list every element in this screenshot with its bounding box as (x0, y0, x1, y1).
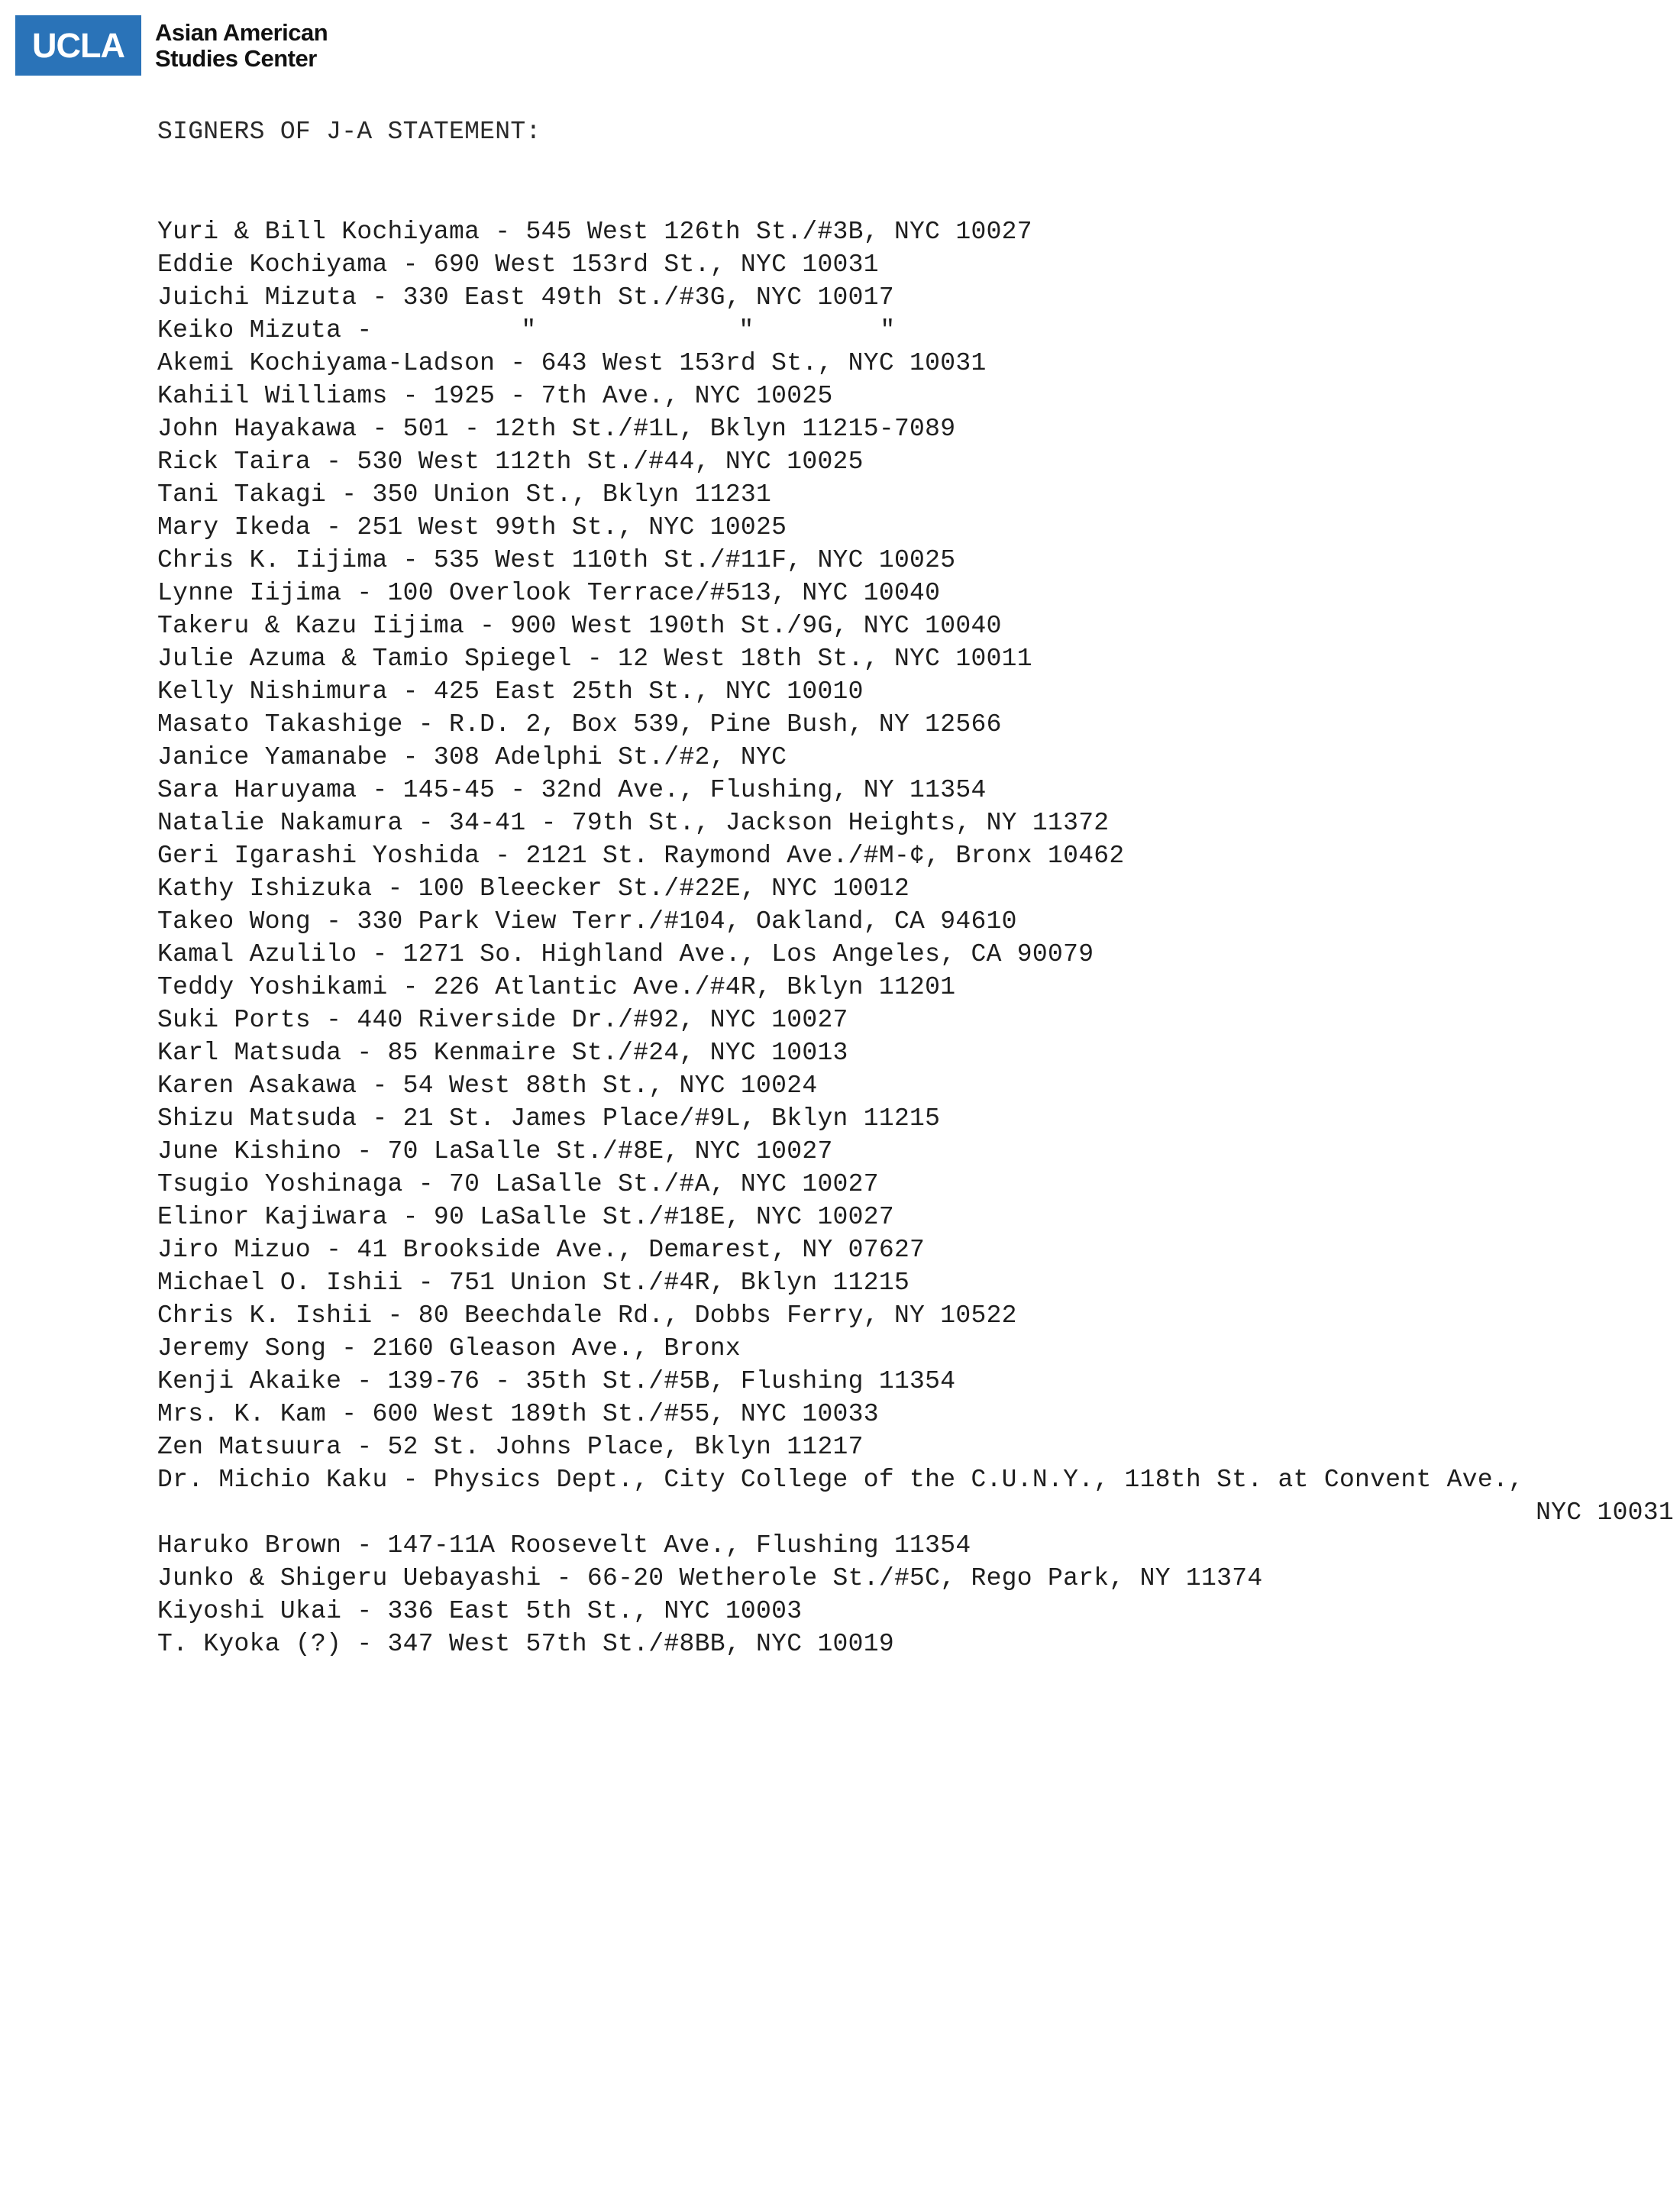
document-title: SIGNERS OF J-A STATEMENT: (157, 118, 541, 146)
signer-line: T. Kyoka (?) - 347 West 57th St./#8BB, NYC 10019 (157, 1630, 894, 1658)
signer-line: Rick Taira - 530 West 112th St./#44, NYC 10025 (157, 448, 864, 476)
ditto-mark: " (521, 316, 537, 344)
signer-line: Masato Takashige - R.D. 2, Box 539, Pine Bush, NY 12566 (157, 710, 1002, 739)
ucla-logo-badge: UCLA (15, 15, 141, 76)
signer-text-continuation: NYC 10031 (1536, 1498, 1674, 1527)
signer-line: Julie Azuma & Tamio Spiegel - 12 West 18th St., NYC 10011 (157, 645, 1032, 673)
signer-line: Takeru & Kazu Iijima - 900 West 190th St./9G, NYC 10040 (157, 612, 1002, 640)
signer-line: Kahiil Williams - 1925 - 7th Ave., NYC 10025 (157, 382, 833, 410)
signer-line: Elinor Kajiwara - 90 LaSalle St./#18E, NYC 10027 (157, 1203, 894, 1231)
signer-line: Chris K. Iijima - 535 West 110th St./#11F, NYC 10025 (157, 546, 956, 574)
signer-line-wrapped (157, 1463, 1674, 1529)
signers-list (157, 215, 1674, 1660)
signer-line: Junko & Shigeru Uebayashi - 66-20 Wetherole St./#5C, Rego Park, NY 11374 (157, 1564, 1263, 1592)
signer-line: Eddie Kochiyama - 690 West 153rd St., NYC 10031 (157, 251, 879, 279)
signer-line: Chris K. Ishii - 80 Beechdale Rd., Dobbs Ferry, NY 10522 (157, 1301, 1017, 1330)
logo-wordmark (155, 20, 328, 72)
signer-line: Jiro Mizuo - 41 Brookside Ave., Demarest, NY 07627 (157, 1236, 926, 1264)
signer-name: Keiko Mizuta - (157, 316, 373, 344)
signer-line: Sara Haruyama - 145-45 - 32nd Ave., Flushing, NY 11354 (157, 776, 987, 804)
signer-line: Kiyoshi Ukai - 336 East 5th St., NYC 10003 (157, 1597, 803, 1625)
signer-line: Kamal Azulilo - 1271 So. Highland Ave., Los Angeles, CA 90079 (157, 940, 1094, 968)
signer-line: Michael O. Ishii - 751 Union St./#4R, Bklyn 11215 (157, 1269, 910, 1297)
signer-line: Tsugio Yoshinaga - 70 LaSalle St./#A, NYC 10027 (157, 1170, 879, 1198)
logo-line-1: Asian American (155, 18, 328, 46)
signer-line: Suki Ports - 440 Riverside Dr./#92, NYC 10027 (157, 1006, 848, 1034)
signer-text: Dr. Michio Kaku - Physics Dept., City College of the C.U.N.Y., 118th St. at Convent Ave., (157, 1466, 1524, 1494)
signer-line: Zen Matsuura - 52 St. Johns Place, Bklyn 11217 (157, 1433, 864, 1461)
signer-line: Juichi Mizuta - 330 East 49th St./#3G, NYC 10017 (157, 283, 894, 312)
signer-line: Takeo Wong - 330 Park View Terr./#104, Oakland, CA 94610 (157, 907, 1017, 936)
signer-line: Geri Igarashi Yoshida - 2121 St. Raymond Ave./#M-¢, Bronx 10462 (157, 842, 1125, 870)
signer-line: June Kishino - 70 LaSalle St./#8E, NYC 10027 (157, 1137, 833, 1165)
ditto-mark: " (880, 316, 896, 344)
signer-line: Teddy Yoshikami - 226 Atlantic Ave./#4R, Bklyn 11201 (157, 973, 956, 1001)
ditto-mark: " (738, 316, 754, 344)
signer-line-ditto (157, 314, 1674, 347)
signer-line: Mary Ikeda - 251 West 99th St., NYC 10025 (157, 513, 787, 541)
signer-line: Kelly Nishimura - 425 East 25th St., NYC 10010 (157, 677, 864, 706)
signer-line: Lynne Iijima - 100 Overlook Terrace/#513, NYC 10040 (157, 579, 941, 607)
signer-line: John Hayakawa - 501 - 12th St./#1L, Bklyn 11215-7089 (157, 415, 956, 443)
signer-line: Mrs. K. Kam - 600 West 189th St./#55, NYC 10033 (157, 1400, 879, 1428)
signer-line: Kathy Ishizuka - 100 Bleecker St./#22E, NYC 10012 (157, 874, 910, 903)
signer-line: Jeremy Song - 2160 Gleason Ave., Bronx (157, 1334, 741, 1363)
signer-line: Haruko Brown - 147-11A Roosevelt Ave., Flushing 11354 (157, 1531, 971, 1560)
signer-line: Natalie Nakamura - 34-41 - 79th St., Jackson Heights, NY 11372 (157, 809, 1110, 837)
logo-line-2: Studies Center (155, 44, 317, 72)
signer-line: Tani Takagi - 350 Union St., Bklyn 11231 (157, 480, 772, 509)
signer-line: Akemi Kochiyama-Ladson - 643 West 153rd St., NYC 10031 (157, 349, 987, 377)
signer-line: Shizu Matsuda - 21 St. James Place/#9L, Bklyn 11215 (157, 1104, 941, 1133)
ucla-aasc-logo (15, 15, 328, 76)
signer-line: Kenji Akaike - 139-76 - 35th St./#5B, Flushing 11354 (157, 1367, 956, 1395)
signer-line: Janice Yamanabe - 308 Adelphi St./#2, NYC (157, 743, 787, 771)
signer-line: Yuri & Bill Kochiyama - 545 West 126th St./#3B, NYC 10027 (157, 218, 1032, 246)
signer-line: Karl Matsuda - 85 Kenmaire St./#24, NYC 10013 (157, 1039, 848, 1067)
signer-line: Karen Asakawa - 54 West 88th St., NYC 10024 (157, 1072, 818, 1100)
